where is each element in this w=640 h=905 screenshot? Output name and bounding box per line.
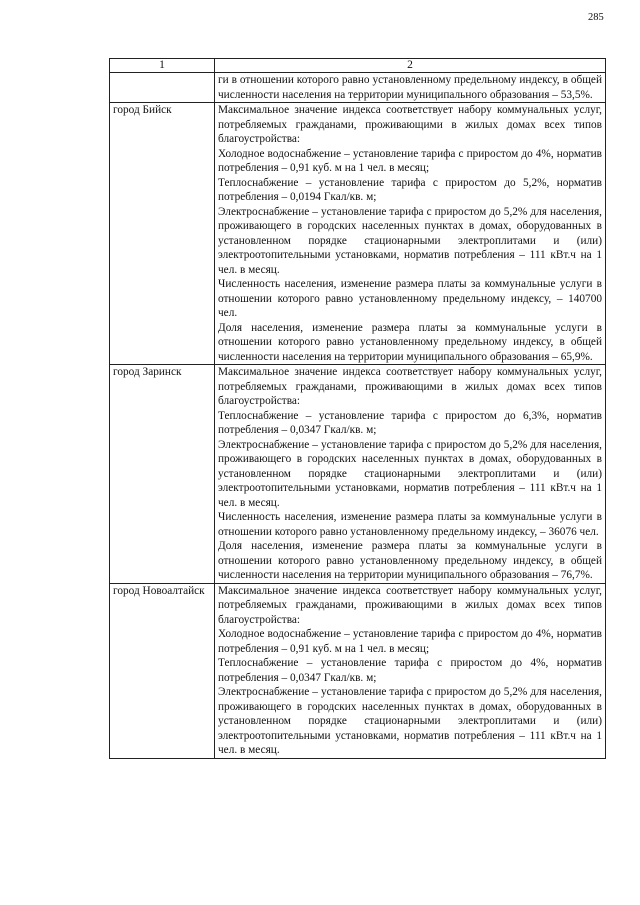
description-paragraph: Максимальное значение индекса соответствует набору коммунальных услуг, потребляемых гражданами, проживающими в жилых домах всех типов благоустройства: xyxy=(218,584,602,626)
table-row xyxy=(110,103,606,365)
description-paragraph: Теплоснабжение – установление тарифа с приростом до 4%, норматив потребления – 0,0347 Гкал/кв. м; xyxy=(218,657,602,684)
header-col-2: 2 xyxy=(215,59,606,73)
description-paragraph: Максимальное значение индекса соответствует набору коммунальных услуг, потребляемых гражданами, проживающими в жилых домах всех типов благоустройства: xyxy=(218,366,602,407)
description-paragraph: Максимальное значение индекса соответствует набору коммунальных услуг, потребляемых гражданами, проживающими в жилых домах всех типов благоустройства: xyxy=(218,104,602,145)
table-row xyxy=(110,583,606,758)
description-paragraph: Теплоснабжение – установление тарифа с приростом до 6,3%, норматив потребления – 0,0347 Гкал/кв. м; xyxy=(218,409,602,436)
description-paragraph: Электроснабжение – установление тарифа с приростом до 5,2% для населения, проживающего в городских населенных пунктах в домах, оборудованных в установленном порядке стационарными электроплитами и (или) электроотопительными установками, норматив потребления – 111 кВт.ч на 1 чел. в месяц. xyxy=(218,438,602,509)
description-paragraph: Электроснабжение – установление тарифа с приростом до 5,2% для населения, проживающего в городских населенных пунктах в домах, оборудованных в установленном порядке стационарными электроплитами и (или) электроотопительными установками, норматив потребления – 111 кВт.ч на 1 чел. в месяц. xyxy=(218,686,602,756)
description-paragraph: Численность населения, изменение размера платы за коммунальные услуги в отношении которого равно установленному предельному индексу, – 140700 чел. xyxy=(218,278,602,319)
description-cell xyxy=(215,73,606,103)
city-cell xyxy=(110,73,215,103)
description-paragraph: Численность населения, изменение размера платы за коммунальные услуги в отношении которого равно установленному предельному индексу, – 36076 чел. xyxy=(218,511,602,538)
header-col-1: 1 xyxy=(110,59,215,73)
city-cell: город Новоалтайск xyxy=(110,583,215,758)
city-cell: город Заринск xyxy=(110,365,215,584)
description-paragraph: Доля населения, изменение размера платы за коммунальные услуги в отношении которого равно установленному предельному индексу, в общей численности населения на территории муниципального образования – 65,9%. xyxy=(218,321,602,363)
description-cell xyxy=(215,583,606,758)
description-paragraph: Электроснабжение – установление тарифа с приростом до 5,2% для населения, проживающего в городских населенных пунктах в домах, оборудованных в установленном порядке стационарными электроплитами и (или) электроотопительными установками, норматив потребления – 111 кВт.ч на 1 чел. в месяц. xyxy=(218,205,602,276)
table-body xyxy=(110,73,606,759)
city-cell: город Бийск xyxy=(110,103,215,365)
description-cell xyxy=(215,103,606,365)
description-paragraph: ги в отношении которого равно установленному предельному индексу, в общей численности населения на территории муниципального образования – 53,5%. xyxy=(218,74,602,101)
table-row xyxy=(110,73,606,103)
table-header-row xyxy=(110,59,606,73)
description-paragraph: Холодное водоснабжение – установление тарифа с приростом до 4%, норматив потребления – 0,91 куб. м на 1 чел. в месяц; xyxy=(218,147,602,174)
page-number: 285 xyxy=(588,12,604,23)
description-cell xyxy=(215,365,606,584)
description-paragraph: Холодное водоснабжение – установление тарифа с приростом до 4%, норматив потребления – 0,91 куб. м на 1 чел. в месяц; xyxy=(218,628,602,655)
description-paragraph: Доля населения, изменение размера платы за коммунальные услуги в отношении которого равно установленному предельному индексу, в общей численности населения на территории муниципального образования – 76,7%. xyxy=(218,540,602,581)
description-paragraph: Теплоснабжение – установление тарифа с приростом до 5,2%, норматив потребления – 0,0194 Гкал/кв. м; xyxy=(218,176,602,203)
table-row xyxy=(110,365,606,584)
tariff-table xyxy=(109,58,606,759)
